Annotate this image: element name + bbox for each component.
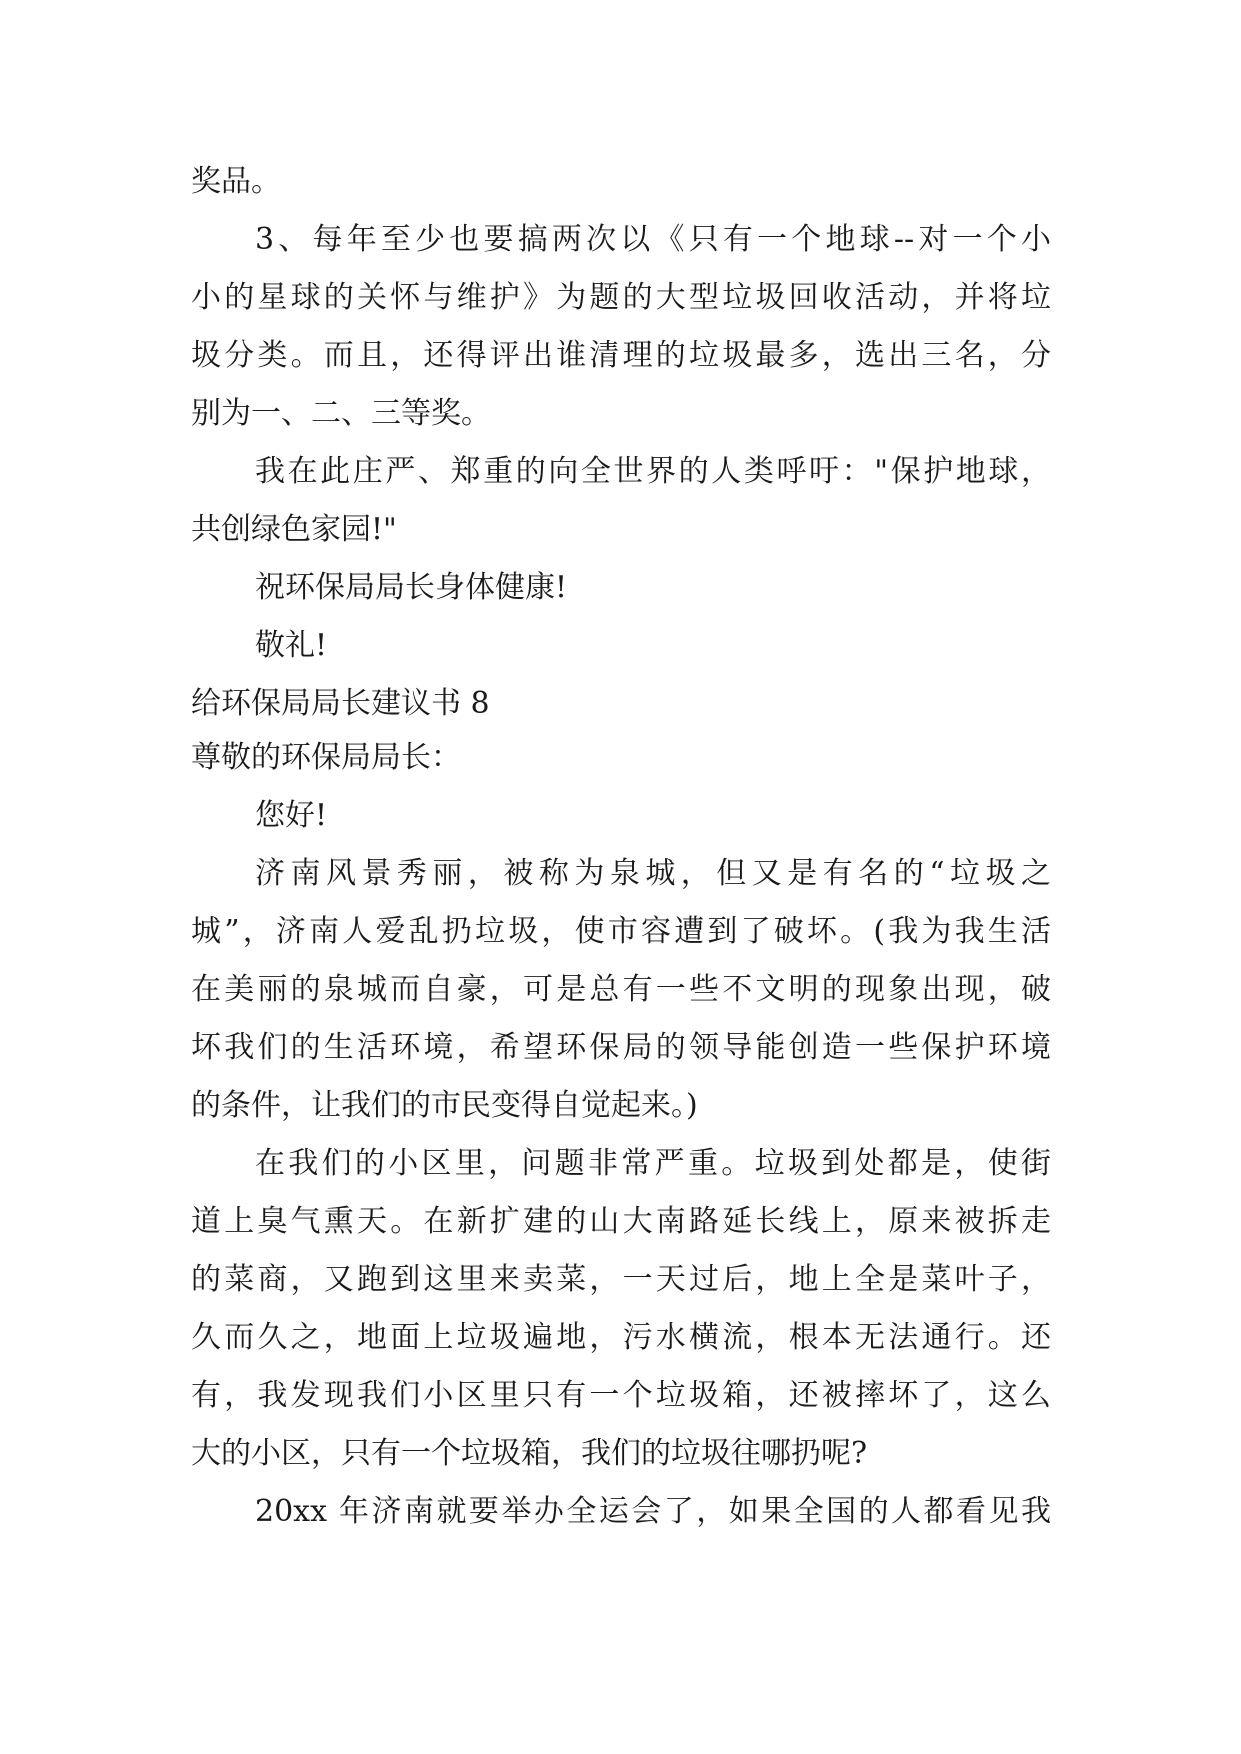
text-line: 济南风景秀丽，被称为泉城，但又是有名的“垃圾之 (255, 856, 1051, 891)
text-line: 有，我发现我们小区里只有一个垃圾箱，还被摔坏了，这么 (191, 1378, 1051, 1413)
text-line: 在美丽的泉城而自豪，可是总有一些不文明的现象出现，破 (191, 972, 1051, 1007)
text-line: 敬礼! (255, 628, 328, 663)
text-line: 奖品。 (191, 164, 281, 199)
text-line: 您好! (255, 798, 328, 833)
text-line: 祝环保局局长身体健康! (255, 570, 568, 605)
text-line: 20xx 年济南就要举办全运会了，如果全国的人都看见我 (255, 1494, 1051, 1529)
text-line: 坏我们的生活环境，希望环保局的领导能创造一些保护环境 (191, 1030, 1051, 1065)
text-line: 共创绿色家园!" (191, 512, 397, 547)
salutation: 尊敬的环保局局长： (191, 740, 461, 775)
text-line: 小的星球的关怀与维护》为题的大型垃圾回收活动，并将垃 (191, 280, 1051, 315)
text-line: 我在此庄严、郑重的向全世界的人类呼吁："保护地球， (255, 454, 1051, 489)
text-line: 久而久之，地面上垃圾遍地，污水横流，根本无法通行。还 (191, 1320, 1051, 1355)
text-line: 城”，济南人爱乱扔垃圾，使市容遭到了破坏。(我为我生活 (191, 914, 1051, 949)
text-line: 大的小区，只有一个垃圾箱，我们的垃圾往哪扔呢? (191, 1436, 868, 1471)
section-heading: 给环保局局长建议书 8 (191, 686, 490, 721)
text-line: 的条件，让我们的市民变得自觉起来。) (191, 1088, 698, 1123)
text-line: 道上臭气熏天。在新扩建的山大南路延长线上，原来被拆走 (191, 1204, 1051, 1239)
text-line: 圾分类。而且，还得评出谁清理的垃圾最多，选出三名，分 (191, 338, 1051, 373)
text-line: 别为一、二、三等奖。 (191, 396, 491, 431)
text-line: 3、每年至少也要搞两次以《只有一个地球--对一个小 (255, 222, 1051, 257)
text-line: 在我们的小区里，问题非常严重。垃圾到处都是，使街 (255, 1146, 1051, 1181)
text-line: 的菜商，又跑到这里来卖菜，一天过后，地上全是菜叶子， (191, 1262, 1051, 1297)
